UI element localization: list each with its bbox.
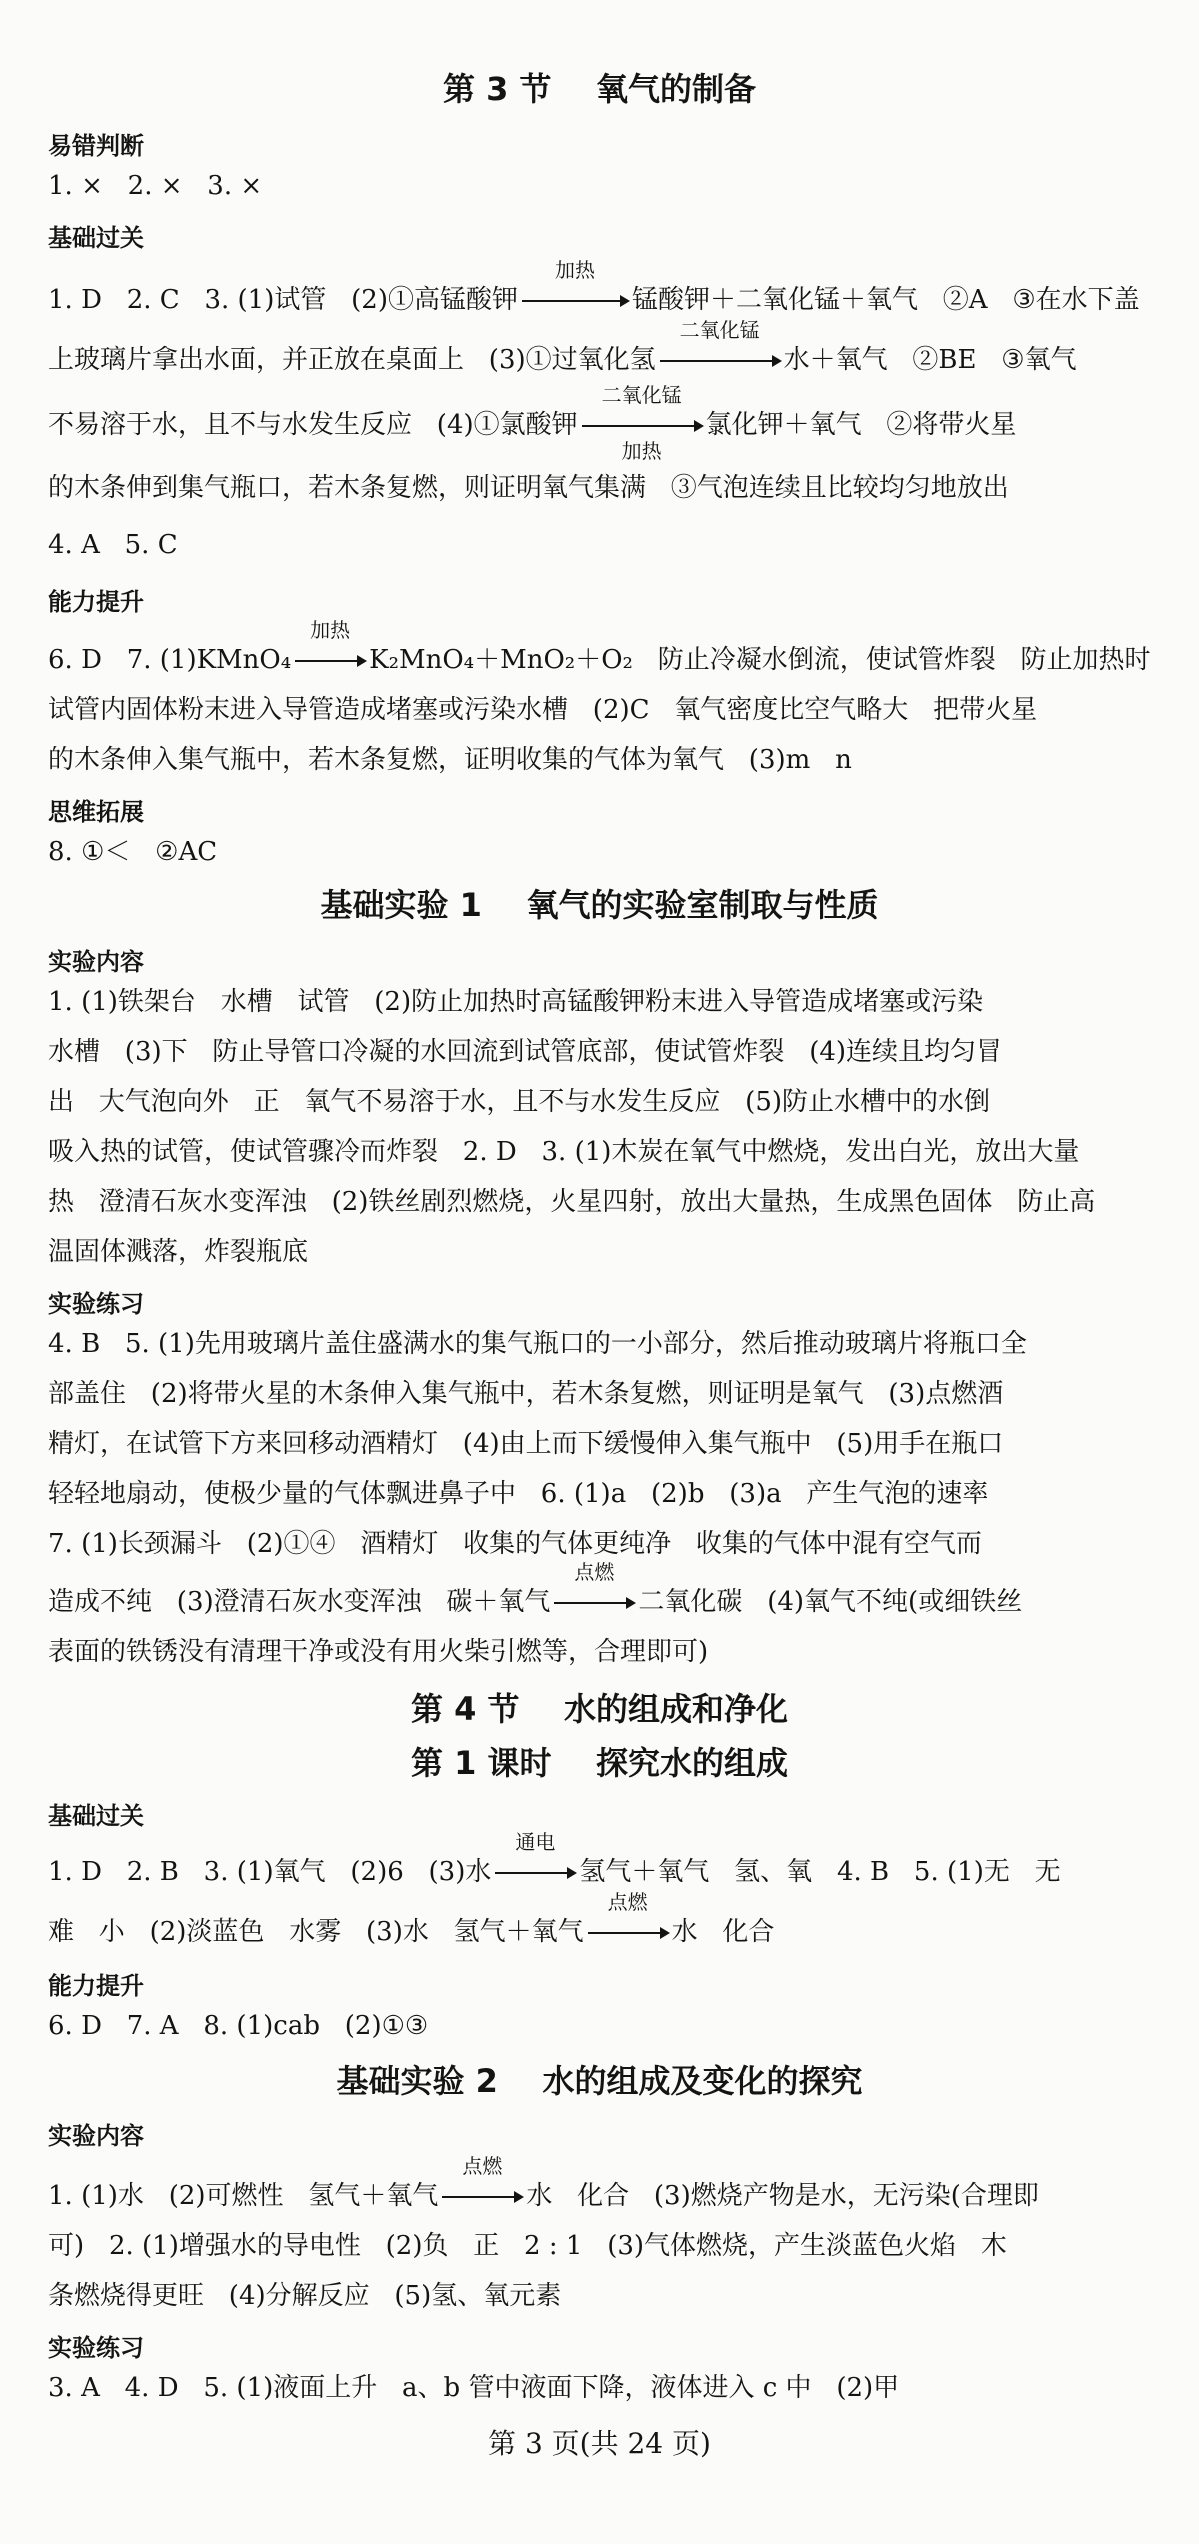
heading-ability: 能力提升: [48, 588, 144, 616]
answer-line: 造成不纯 (3)澄清石灰水变浑浊 碳＋氧气 点燃 二氧化碳 (4)氧气不纯(或细铁丝: [48, 1582, 1022, 1622]
lesson-title: 第 1 课时 探究水的组成: [410, 1744, 789, 1782]
answer-line: 吸入热的试管，使试管骤冷而炸裂 2. D 3. (1)木炭在氧气中燃烧，发出白光，放出大量: [48, 1137, 1080, 1167]
answer-line: 热 澄清石灰水变浑浊 (2)铁丝剧烈燃烧，火星四射，放出大量热，生成黑色固体 防止高: [48, 1187, 1096, 1217]
heading-experiment-practice: 实验练习: [48, 1290, 144, 1318]
answer-line: 部盖住 (2)将带火星的木条伸入集气瓶中，若木条复燃，则证明是氧气 (3)点燃酒: [48, 1379, 1004, 1409]
reaction-arrow: [438, 2154, 526, 2216]
answer-line: 上玻璃片拿出水面，并正放在桌面上 (3)①过氧化氢 二氧化锰 水＋氧气 ②BE ③氧气: [48, 340, 1077, 380]
answer-line: 的木条伸入集气瓶中，若木条复燃，证明收集的气体为氧气 (3)m n: [48, 745, 852, 775]
answer-line: 轻轻地扇动，使极少量的气体飘进鼻子中 6. (1)a (2)b (3)a 产生气泡的速率: [48, 1479, 989, 1509]
section-title-water-composition: 第 4 节 水的组成和净化: [410, 1690, 789, 1728]
answer-line: 可) 2. (1)增强水的导电性 (2)负 正 2 : 1 (3)气体燃烧，产生淡蓝色火焰 木: [48, 2231, 1007, 2261]
answer-line: 水槽 (3)下 防止导管口冷凝的水回流到试管底部，使试管炸裂 (4)连续且均匀冒: [48, 1037, 1003, 1067]
answer-line: 试管内固体粉末进入导管造成堵塞或污染水槽 (2)C 氧气密度比空气略大 把带火星: [48, 695, 1038, 725]
answer-line: 不易溶于水，且不与水发生反应 (4)①氯酸钾 二氧化锰 加热 氯化钾＋氧气 ②将带火星: [48, 405, 1016, 445]
answer-line: 的木条伸到集气瓶口，若木条复燃，则证明氧气集满 ③气泡连续且比较均匀地放出: [48, 473, 1009, 503]
answer-line: 1. (1)铁架台 水槽 试管 (2)防止加热时高锰酸钾粉末进入导管造成堵塞或污染: [48, 987, 984, 1017]
reaction-arrow: [291, 618, 369, 680]
answer-line: 1. (1)水 (2)可燃性 氢气＋氧气 点燃 水 化合 (3)燃烧产物是水，无污染(合理即: [48, 2176, 1039, 2216]
reaction-arrow: [584, 1890, 672, 1952]
answer-line: 1. D 2. B 3. (1)氧气 (2)6 (3)水 通电 氢气＋氧气 氢、氧 4. B 5. (1)无 无: [48, 1852, 1061, 1892]
heading-experiment-practice: 实验练习: [48, 2334, 144, 2362]
answer-line: 7. (1)长颈漏斗 (2)①④ 酒精灯 收集的气体更纯净 收集的气体中混有空气而: [48, 1529, 982, 1559]
answer-line: 难 小 (2)淡蓝色 水雾 (3)水 氢气＋氧气 点燃 水 化合: [48, 1912, 774, 1952]
answer-line: 出 大气泡向外 正 氧气不易溶于水，且不与水发生反应 (5)防止水槽中的水倒: [48, 1087, 991, 1117]
reaction-condition: 加热: [621, 439, 662, 463]
answer-line: 8. ①＜ ②AC: [48, 837, 218, 867]
answer-line: 温固体溅落，炸裂瓶底: [48, 1237, 309, 1267]
heading-experiment-content: 实验内容: [48, 2122, 144, 2150]
section-title-experiment-2: 基础实验 2 水的组成及变化的探究: [336, 2062, 863, 2100]
reaction-condition: 二氧化锰: [679, 318, 760, 342]
answer-line: 4. A 5. C: [48, 530, 178, 560]
answer-line: 1. D 2. C 3. (1)试管 (2)①高锰酸钾 加热 锰酸钾＋二氧化锰＋氧气 ②A ③在水下盖: [48, 280, 1140, 320]
answer-line: 6. D 7. A 8. (1)cab (2)①③: [48, 2011, 429, 2041]
answer-line: 6. D 7. (1)KMnO₄ 加热 K₂MnO₄＋MnO₂＋O₂ 防止冷凝水倒流，使试管炸裂 防止加热时: [48, 640, 1151, 680]
answer-line: 表面的铁锈没有清理干净或没有用火柴引燃等，合理即可): [48, 1637, 709, 1667]
answer-line: 条燃烧得更旺 (4)分解反应 (5)氢、氧元素: [48, 2281, 562, 2311]
reaction-arrow: [578, 383, 706, 463]
reaction-condition: 点燃: [574, 1560, 615, 1584]
reaction-condition: 加热: [310, 618, 351, 642]
answer-line: 4. B 5. (1)先用玻璃片盖住盛满水的集气瓶口的一小部分，然后推动玻璃片将瓶口全: [48, 1329, 1027, 1359]
answer-line: 3. A 4. D 5. (1)液面上升 a、b 管中液面下降，液体进入 c 中 (2)甲: [48, 2373, 900, 2403]
heading-experiment-content: 实验内容: [48, 948, 144, 976]
answer-line: 1. × 2. × 3. ×: [48, 171, 263, 201]
heading-basic-check: 基础过关: [48, 224, 144, 252]
reaction-condition: 二氧化锰: [601, 383, 682, 407]
page-number: 第 3 页(共 24 页): [488, 2427, 711, 2460]
reaction-condition: 点燃: [607, 1890, 648, 1914]
section-title-oxygen-preparation: 第 3 节 氧气的制备: [442, 70, 757, 108]
heading-error-judgment: 易错判断: [48, 132, 144, 160]
reaction-arrow: [550, 1560, 638, 1622]
reaction-arrow: [518, 258, 632, 320]
reaction-condition: 点燃: [462, 2154, 503, 2178]
heading-thinking-extension: 思维拓展: [48, 798, 144, 826]
reaction-arrow: [491, 1830, 579, 1892]
section-title-experiment-1: 基础实验 1 氧气的实验室制取与性质: [320, 886, 879, 924]
reaction-condition: 通电: [515, 1830, 556, 1854]
heading-basic-check: 基础过关: [48, 1802, 144, 1830]
heading-ability: 能力提升: [48, 1972, 144, 2000]
answer-line: 精灯，在试管下方来回移动酒精灯 (4)由上而下缓慢伸入集气瓶中 (5)用手在瓶口: [48, 1429, 1004, 1459]
reaction-arrow: [656, 318, 784, 380]
reaction-condition: 加热: [555, 258, 595, 282]
